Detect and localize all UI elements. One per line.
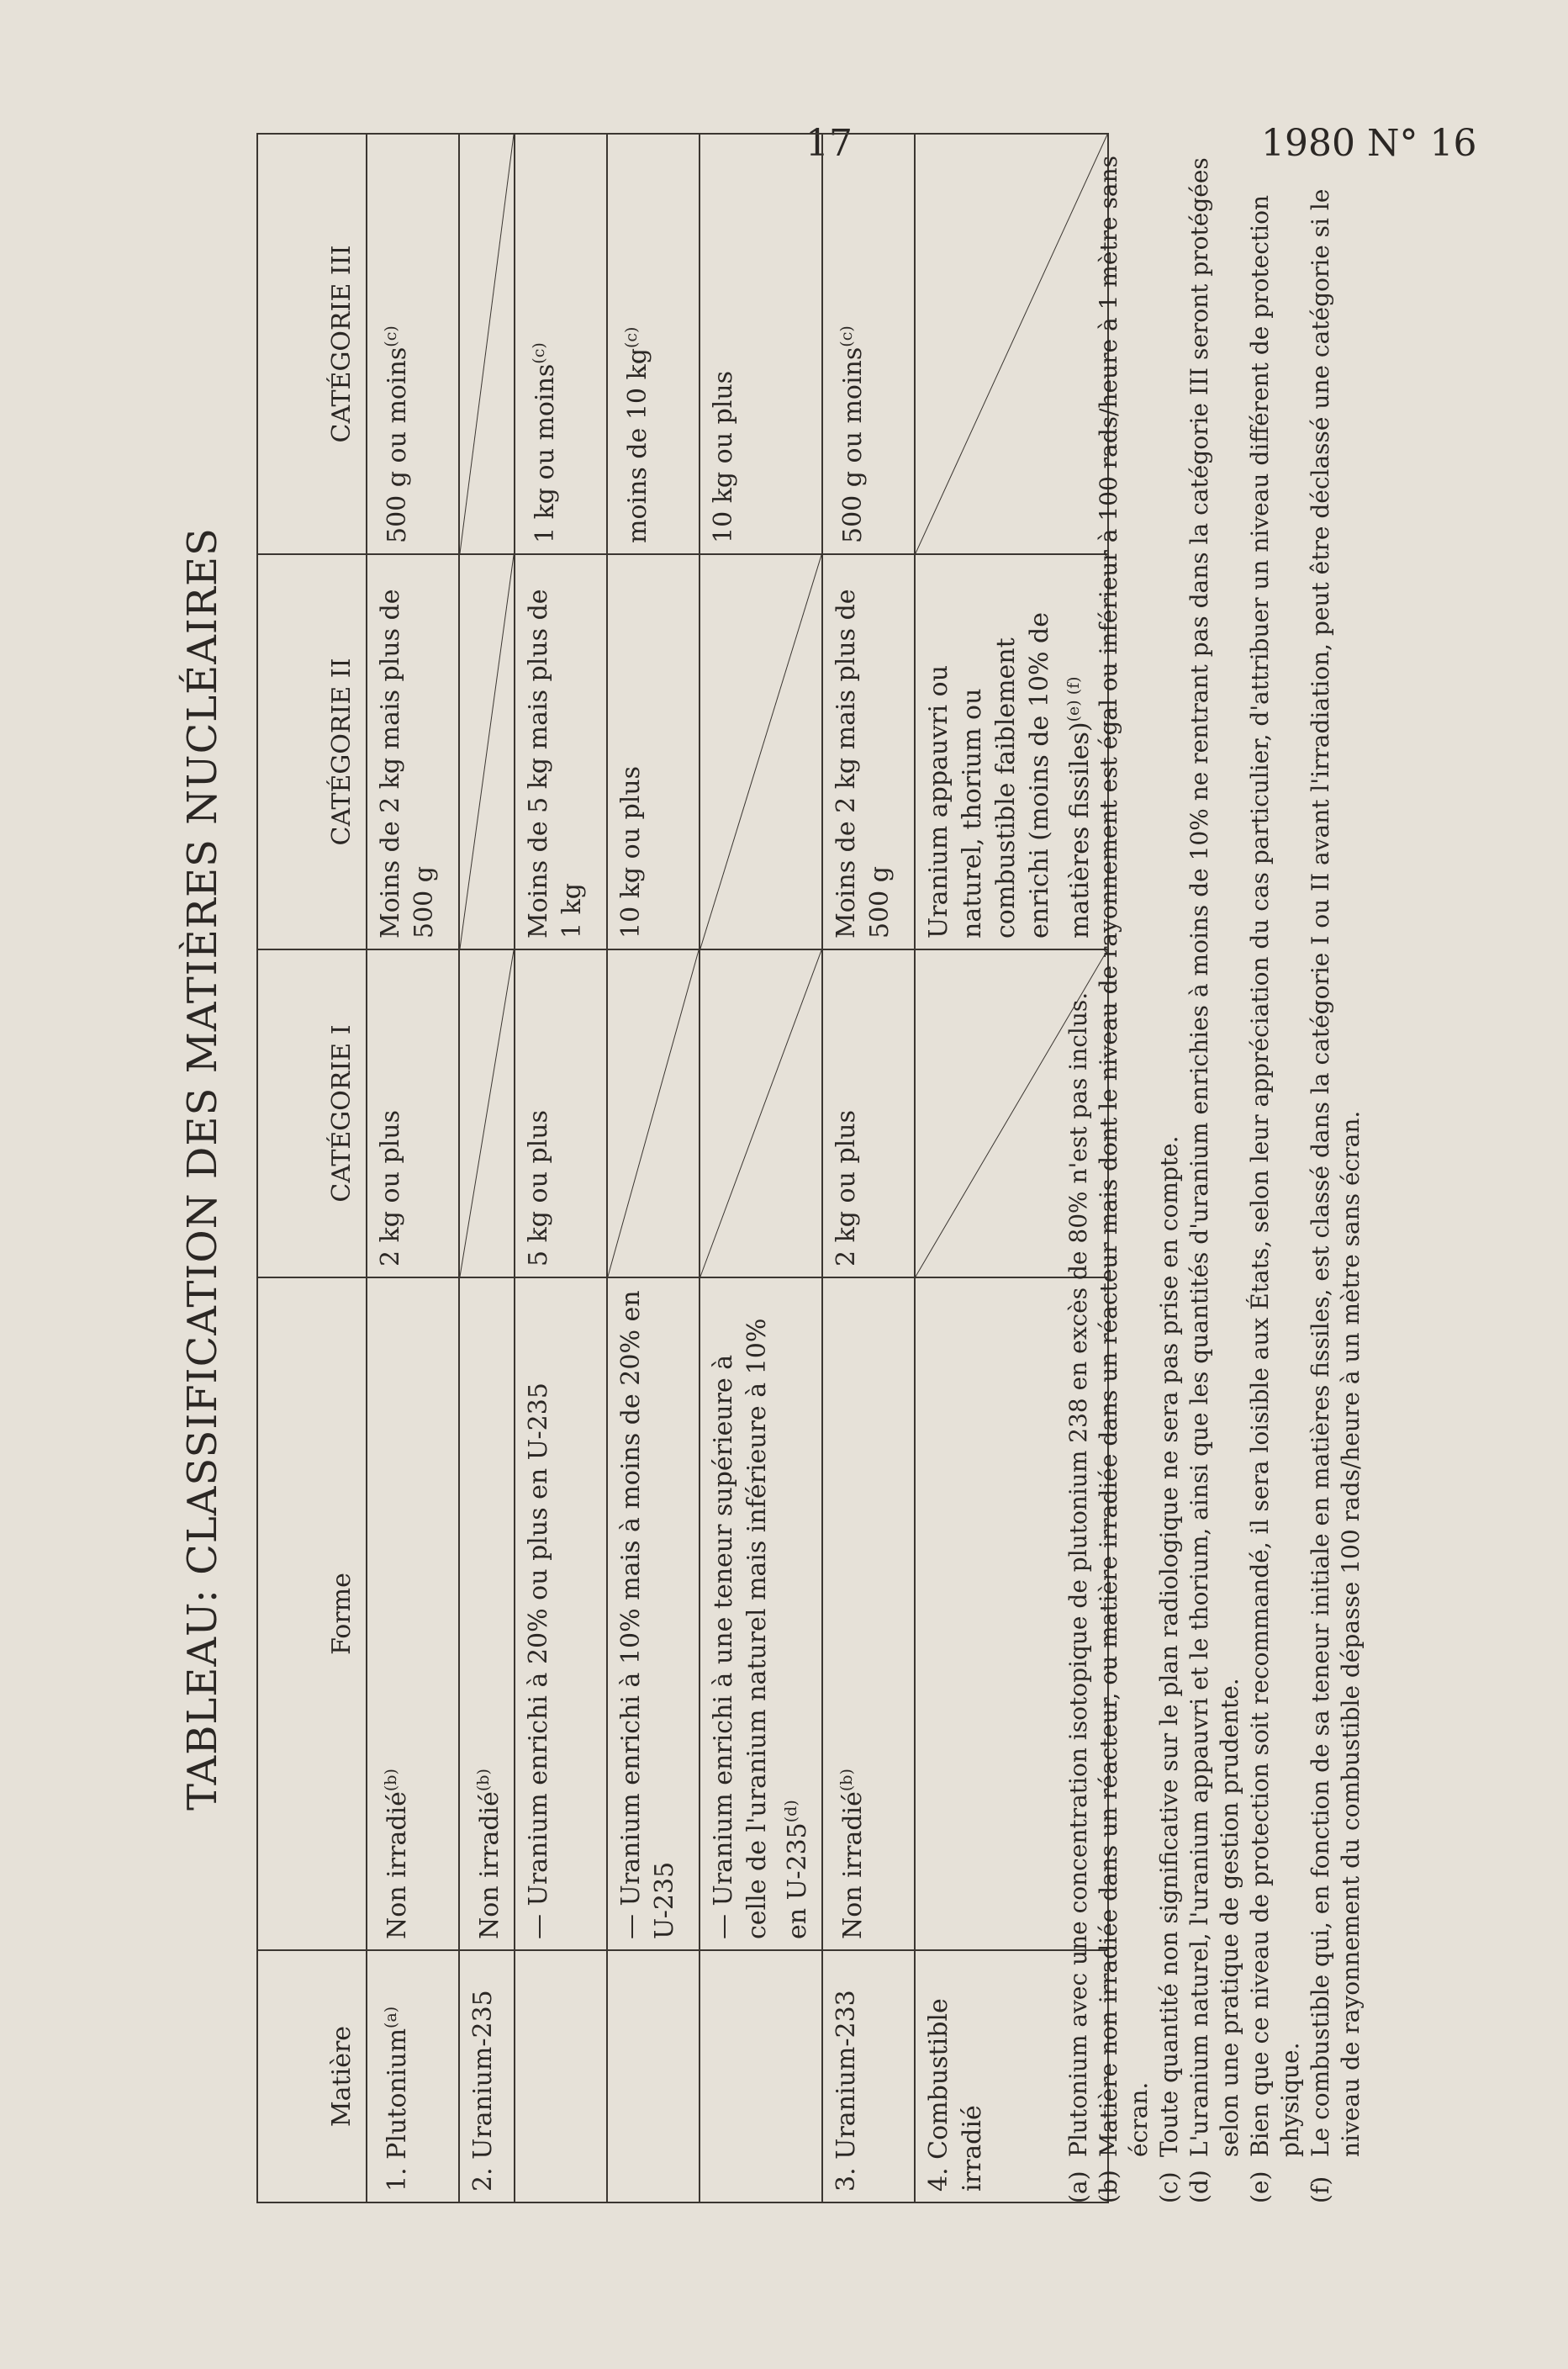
cell-cat3: moins de 10 $kg^{(c)}$ (607, 134, 700, 554)
issue-label: 1980 N° 16 (1261, 122, 1477, 165)
col-header-cat2: CATÉGORIE II (257, 554, 367, 949)
table-row (515, 134, 607, 2202)
table-row (822, 134, 915, 2202)
cell-cat2: Moins de 2 kg mais plus de 500 g (822, 554, 915, 949)
cell-cat1: 5 kg ou plus (515, 949, 607, 1277)
footnotes (1064, 135, 1366, 2203)
cell-forme: Non irradié$^{(b)}$ (822, 1277, 915, 1950)
cell-matiere: 4. Combustible irradié (915, 1950, 1108, 2202)
col-header-matiere: Matière (257, 1950, 367, 2202)
cell-cat2: Moins de 5 kg mais plus de 1 kg (515, 554, 607, 949)
table-row (607, 134, 700, 2202)
col-header-cat3: CATÉGORIE III (257, 134, 367, 554)
cell-cat2: 10 kg ou plus (607, 554, 700, 949)
col-header-forme: Forme (257, 1277, 367, 1950)
cell-empty-diagonal (607, 949, 700, 1277)
col-header-cat1: CATÉGORIE I (257, 949, 367, 1277)
cell-forme: Non irradié$^{(b)}$ (459, 1277, 515, 1950)
cell-forme: — Uranium enrichi à 20% ou plus en U-235 (515, 1277, 607, 1950)
footnote: (c) Toute quantité non significative sur le plan radiologique ne sera pas prise en compte. (1155, 1135, 1183, 2203)
cell-matiere: 3. Uranium-233 (822, 1950, 915, 2202)
cell-cat2: Moins de 2 kg mais plus de 500 g (367, 554, 459, 949)
cell-matiere: 2. Uranium-235 (459, 1950, 515, 2202)
cell-empty-diagonal (700, 949, 822, 1277)
rotated-table-page (164, 135, 1492, 2203)
footnote: (b) Matière non irradiée dans un réacteur, ou matière irradiée dans un réacteur mais dont le niveau de rayonnement est égal ou inférieur à 100 rads/heure à 1 mètre sans écran. (1095, 156, 1153, 2203)
table-title: TABLEAU: CLASSIFICATION DES MATIÈRES NUCLÉAIRES (179, 527, 226, 1811)
cell-cat3: 10 kg ou plus (700, 134, 822, 554)
header-row (257, 134, 367, 2202)
cell-empty-diagonal (459, 134, 515, 554)
cell-cat3: 500 g ou moins$^{(c)}$ (822, 134, 915, 554)
cell-matiere: 1. Plutonium$^{(a)}$ (367, 1950, 459, 2202)
cell-forme: — Uranium enrichi à 10% mais à moins de 20% en U-235 (607, 1277, 700, 1950)
table-row (700, 134, 822, 2202)
cell-cat1: 2 kg ou plus (822, 949, 915, 1277)
cell-cat2: Uranium appauvri ou naturel, thorium ou combustible faiblement enrichi (moins de 10% de matières fissiles)$^{(e) (f)}$ (915, 554, 1108, 949)
footnote: (e) Bien que ce niveau de protection soit recommandé, il sera loisible aux États, selon leur appréciation du cas particulier, d'attribuer un niveau différent de protection physique. (1246, 195, 1304, 2203)
cell-empty-diagonal (459, 554, 515, 949)
cell-cat3: 1 kg ou moins$^{(c)}$ (515, 134, 607, 554)
cell-empty-diagonal (459, 949, 515, 1277)
cell-forme: Non irradié$^{(b)}$ (367, 1277, 459, 1950)
cell-matiere (607, 1950, 700, 2202)
classification-table (256, 133, 1109, 2203)
footnote: (d) L'uranium naturel, l'uranium appauvri et le thorium, ainsi que les quantités d'uranium enrichies à moins de 10% ne rentrant pas dans la catégorie III seront protégées selon une pratique de gestion prudente. (1185, 157, 1243, 2203)
cell-matiere (700, 1950, 822, 2202)
cell-cat1: 2 kg ou plus (367, 949, 459, 1277)
page-number: 17 (805, 122, 853, 165)
table-row (459, 134, 515, 2202)
cell-matiere (515, 1950, 607, 2202)
cell-cat3: 500 g ou moins$^{(c)}$ (367, 134, 459, 554)
footnote: (f) Le combustible qui, en fonction de sa teneur initiale en matières fissiles, est classé dans la catégorie I ou II avant l'irradiation, peut être déclassé une catégorie si le niveau de rayonnement du combustible dépasse 100 rads/heure à un mètre sans écran. (1307, 188, 1365, 2203)
cell-forme: — Uranium enrichi à une teneur supérieure à celle de l'uranium naturel mais inférieure à 10% en U-235$^{(d)}$ (700, 1277, 822, 1950)
cell-empty-diagonal (700, 554, 822, 949)
footnote: (a) Plutonium avec une concentration isotopique de plutonium 238 en excès de 80% n'est pas inclus. (1064, 991, 1092, 2203)
table-row (367, 134, 459, 2202)
